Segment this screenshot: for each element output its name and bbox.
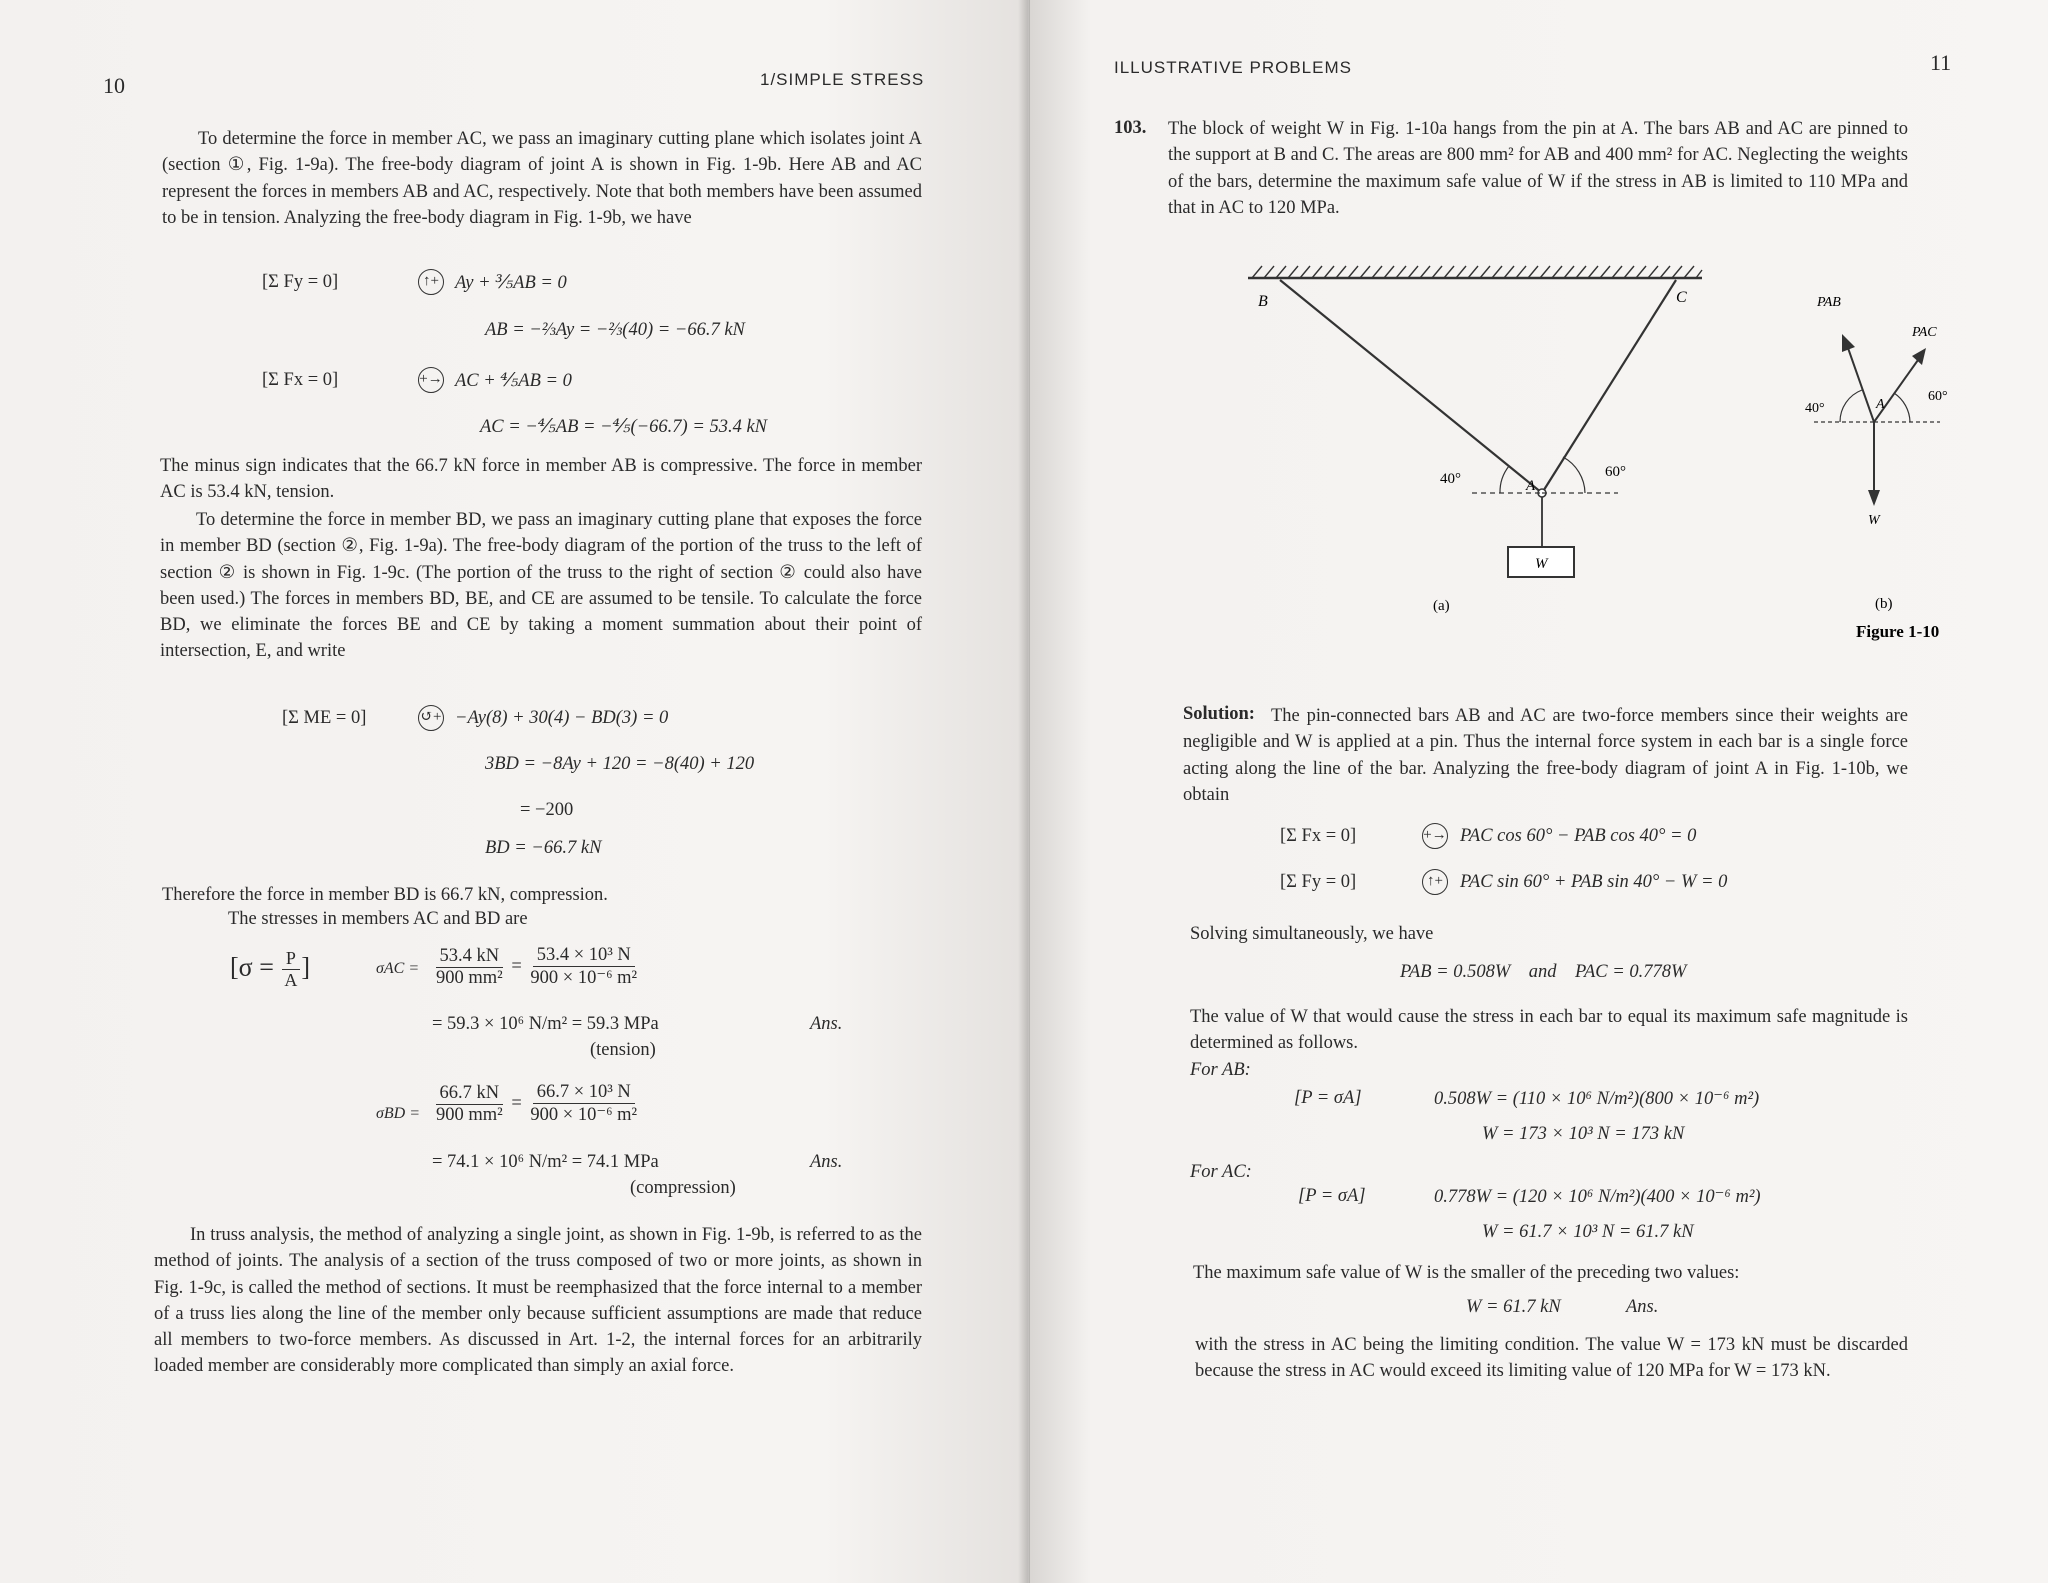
solution-label: Solution: (1183, 704, 1255, 724)
sigma-bd-result: = 74.1 × 10⁶ N/m² = 74.1 MPa (432, 1152, 659, 1172)
running-head: ILLUSTRATIVE PROBLEMS (1114, 58, 1352, 77)
page-number: 11 (1930, 50, 1952, 75)
equation: 0.508W = (110 × 10⁶ N/m²)(800 × 10⁻⁶ m²) (1434, 1089, 1760, 1109)
paragraph-section-analysis: To determine the force in member BD, we pass an imaginary cutting plane that exposes the force in member BD (section ②, Fig. 1-9a). The free-body diagram of the portion of the truss to the left of section ② is shown in Fig. 1-9c. (The portion of the truss to the right of section ② could also have been used.) The forces in members BD, BE, and CE are assumed to be tensile. To calculate the force BD, we eliminate the forces BE and CE by taking a moment summation about their point of intersection, E, and write (160, 510, 922, 662)
equation: 0.778W = (120 × 10⁶ N/m²)(400 × 10⁻⁶ m²) (1434, 1187, 1761, 1207)
equation: AC + ⅘AB = 0 (455, 371, 572, 391)
equation-label: [Σ Fy = 0] (1280, 872, 1357, 892)
paragraph-truss-methods: In truss analysis, the method of analyzing a single joint, as shown in Fig. 1-9b, is referred to as the method of joints. The analysis of a section of the truss composed of two or more joints, as shown in Fig. 1-9c, is called the method of sections. It must be reemphasized that the force internal to a member of a truss lies along the line of the member only because sufficient assumptions are made that reduce all members to two-force members. As discussed in Art. 1-2, the internal forces for an arbitrarily loaded member are considerably more complicated than simply an axial force. (154, 1225, 922, 1377)
fbd-label-a: A (1876, 397, 1885, 412)
sigma-bd-label: σBD = (376, 1105, 421, 1122)
sigma-bd-note: (compression) (630, 1178, 736, 1198)
equation: = −200 (520, 800, 574, 820)
label-b: B (1258, 293, 1268, 310)
caption-b: (b) (1875, 596, 1893, 612)
equation: BD = −66.7 kN (485, 838, 602, 858)
for-ab-label: For AB: (1190, 1060, 1251, 1080)
force-pac-arrow (1874, 360, 1918, 422)
equation: Ay + ⅗AB = 0 (455, 273, 567, 293)
bar-ab (1280, 280, 1542, 493)
label-w: W (1535, 556, 1548, 572)
fbd-angle-arc-60 (1894, 393, 1910, 422)
paragraph-stresses-intro: The stresses in members AC and BD are (228, 909, 528, 929)
equation-label: [P = σA] (1298, 1186, 1366, 1206)
force-pac-arrowhead (1912, 348, 1926, 365)
equation-label: [Σ Fy = 0] (262, 272, 339, 292)
problem-statement: The block of weight W in Fig. 1-10a hangs from the pin at A. The bars AB and AC are pinned to the support at B and C. The areas are 800 mm² for AB and 400 mm² for AC. Neglecting the weights of the bars, determine the maximum safe value of W if the stress in AB is limited to 110 MPa and that in AC to 120 MPa. (1168, 119, 1908, 218)
running-head: 1/SIMPLE STRESS (760, 70, 925, 89)
equation-label: [Σ ME = 0] (282, 708, 367, 728)
sum-direction-symbol: ↺+ (418, 705, 444, 731)
fbd-angle-40: 40° (1805, 401, 1825, 416)
sum-direction-symbol: ↑+ (1422, 869, 1448, 895)
figure-1-10 (1030, 250, 2048, 650)
label-c: C (1676, 289, 1687, 306)
label-a: A (1526, 478, 1536, 494)
page-number: 10 (103, 73, 125, 98)
right-page (1030, 0, 2048, 1583)
closing-paragraph: with the stress in AC being the limiting condition. The value W = 173 kN must be discarded because the stress in AC would exceed its limiting value of 120 MPa for W = 173 kN. (1195, 1335, 1908, 1382)
equation: AB = −⅔Ay = −⅔(40) = −66.7 kN (485, 320, 745, 340)
force-pab-arrow (1848, 348, 1874, 422)
fbd-label-pab: PAB (1817, 295, 1841, 310)
equation-label: [Σ Fx = 0] (262, 370, 339, 390)
solution-paragraph: The pin-connected bars AB and AC are two-force members since their weights are negligible and W is applied at a pin. Thus the internal force system in each bar is a single force acting along the line of the bar. Analyzing the free-body diagram of joint A in Fig. 1-10b, we obtain (1183, 706, 1908, 805)
sigma-ac-label: σAC = (376, 960, 420, 977)
bar-ac (1542, 280, 1676, 493)
equation: −Ay(8) + 30(4) − BD(3) = 0 (455, 708, 669, 728)
fbd-label-pac: PAC (1912, 325, 1937, 340)
fbd-angle-60: 60° (1928, 389, 1948, 404)
equation: W = 173 × 10³ N = 173 kN (1482, 1124, 1685, 1144)
figure-title: Figure 1-10 (1856, 622, 1940, 641)
sigma-ac-fraction: $\frac{53.4 kN}{\text{900 mm²}}$ = $\frac{\text{53.4 × 10³ N}}{\text{900 × 10⁻⁶ m²}}$ (436, 945, 638, 988)
ceiling-hatching (1252, 266, 1702, 278)
equation-label: [Σ Fx = 0] (1280, 826, 1357, 846)
angle-40: 40° (1440, 471, 1461, 487)
for-ac-label: For AC: (1190, 1162, 1252, 1182)
equation-result: PAB = 0.508W and PAC = 0.778W (1400, 962, 1687, 982)
sum-direction-symbol: +→ (1422, 823, 1448, 849)
paragraph-joint-analysis: To determine the force in member AC, we pass an imaginary cutting plane which isolates joint A (section ①, Fig. 1-9a). The free-body diagram of joint A is shown in Fig. 1-9b. Here AB and AC represent the forces in members AB and AC, respectively. Note that both members have been assumed to be in tension. Analyzing the free-body diagram in Fig. 1-9b, we have (162, 129, 922, 228)
equation: PAC cos 60° − PAB cos 40° = 0 (1460, 826, 1697, 846)
max-safe-paragraph: The maximum safe value of W is the smaller of the preceding two values: (1193, 1263, 1740, 1283)
final-answer: W = 61.7 kN (1466, 1297, 1561, 1317)
stress-formula: [σ = $\frac{P}{A}$ ] (230, 948, 311, 990)
equation: W = 61.7 × 10³ N = 61.7 kN (1482, 1222, 1694, 1242)
answer-mark: Ans. (1626, 1297, 1659, 1317)
answer-mark: Ans. (810, 1014, 843, 1034)
equation: 3BD = −8Ay + 120 = −8(40) + 120 (485, 754, 755, 774)
problem-number: 103. (1114, 118, 1147, 138)
angle-arc-40 (1500, 466, 1509, 493)
caption-a: (a) (1433, 598, 1450, 614)
paragraph-sign-note: The minus sign indicates that the 66.7 kN force in member AB is compressive. The force in member AC is 53.4 kN, tension. (160, 456, 922, 503)
angle-arc-60 (1563, 457, 1585, 493)
answer-mark: Ans. (810, 1152, 843, 1172)
paragraph-bd-result: Therefore the force in member BD is 66.7 kN, compression. (162, 885, 608, 905)
sum-direction-symbol: ↑+ (418, 269, 444, 295)
equation: AC = −⅘AB = −⅘(−66.7) = 53.4 kN (480, 417, 768, 437)
sigma-ac-result: = 59.3 × 10⁶ N/m² = 59.3 MPa (432, 1014, 659, 1034)
value-paragraph: The value of W that would cause the stress in each bar to equal its maximum safe magnitude is determined as follows. (1190, 1007, 1908, 1054)
force-pab-arrowhead (1842, 334, 1855, 352)
angle-60: 60° (1605, 464, 1626, 480)
equation-label: [P = σA] (1294, 1088, 1362, 1108)
fbd-angle-arc-40 (1840, 390, 1862, 422)
equation: PAC sin 60° + PAB sin 40° − W = 0 (1460, 872, 1728, 892)
sigma-bd-fraction: $\frac{66.7 kN}{\text{900 mm²}}$ = $\frac{\text{66.7 × 10³ N}}{\text{900 × 10⁻⁶ m²}}$ (436, 1082, 638, 1125)
sum-direction-symbol: +→ (418, 367, 444, 393)
sigma-ac-note: (tension) (590, 1040, 656, 1060)
solving-text: Solving simultaneously, we have (1190, 924, 1434, 944)
fbd-label-w: W (1868, 513, 1880, 528)
force-w-arrowhead (1868, 490, 1880, 506)
